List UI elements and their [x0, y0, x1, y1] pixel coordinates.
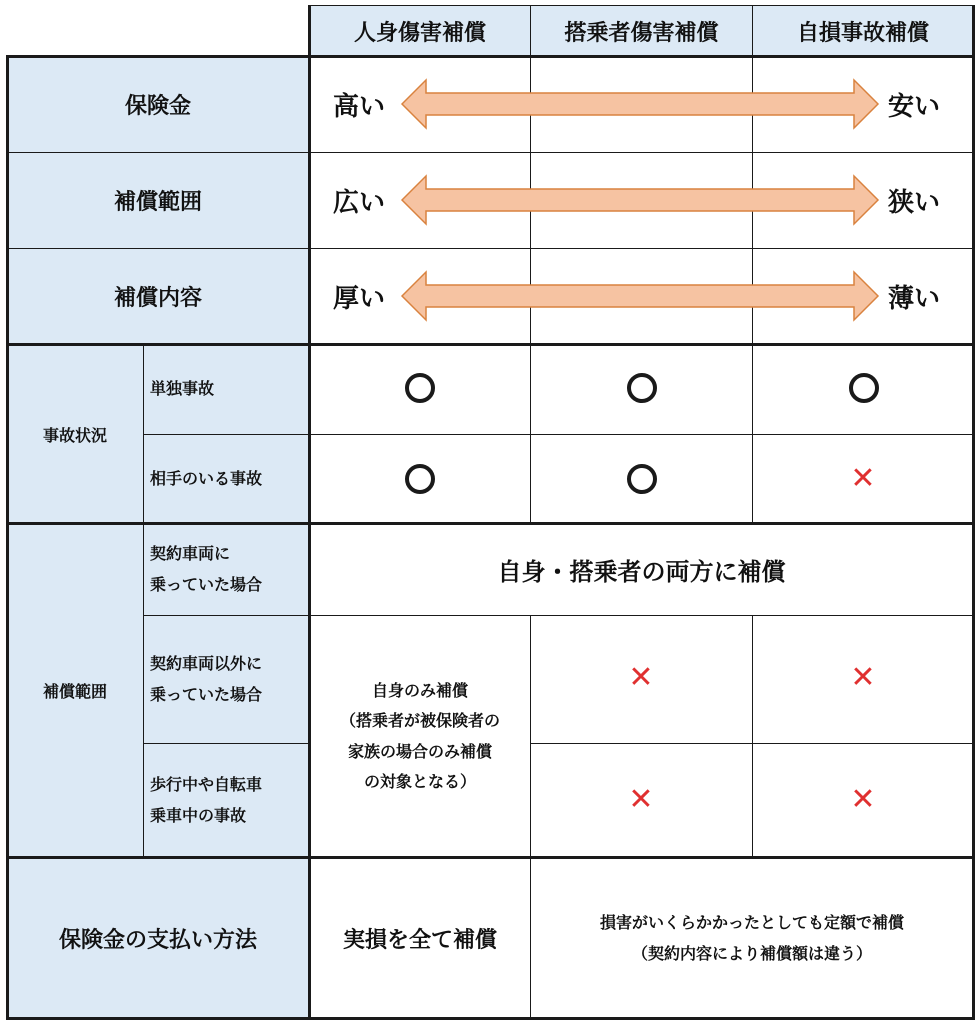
cell-shiharai-col1: 実損を全て補償 [309, 857, 531, 1020]
note-line3: 家族の場合のみ補償 [347, 741, 492, 761]
row-label-shiharai: 保険金の支払い方法 [6, 857, 310, 1020]
divider [972, 5, 975, 1020]
row-label-hokenkin: 保険金 [6, 56, 310, 153]
cross-mark-icon: ✕ [850, 660, 876, 695]
divider [6, 522, 974, 525]
cell-hosho-note-col1 [309, 615, 531, 858]
row-label-hokou-line1: 歩行中や自転車 [150, 775, 263, 795]
divider [6, 343, 974, 346]
header-col-tojosha: 搭乗者傷害補償 [530, 5, 753, 57]
hosho-naiyo-right-word: 薄い [888, 284, 941, 314]
row-label-tandoku: 単独事故 [143, 344, 310, 435]
note-line2: （搭乗者が被保険者の [339, 711, 500, 731]
note-line1: 自身のみ補償 [371, 680, 468, 700]
row-label-hokou-line2: 乗車中の事故 [150, 805, 247, 825]
circle-mark-icon [849, 373, 879, 403]
hokenkin-double-arrow [400, 78, 880, 130]
row-label-hokou [143, 743, 310, 858]
cell-shiharai-col23 [530, 857, 974, 1020]
hokenkin-right-word: 安い [888, 92, 941, 122]
circle-mark-icon [627, 373, 657, 403]
note-line4: の対象となる） [363, 771, 476, 791]
divider [6, 56, 9, 1020]
row-label-hosho-naiyo: 補償内容 [6, 248, 310, 345]
shiharai-note-line2: （契約内容により補償額は違う） [631, 943, 872, 963]
header-col-jinshin: 人身傷害補償 [309, 5, 531, 57]
row-label-keiyaku [143, 523, 310, 616]
cell-keiyaku-merged: 自身・搭乗者の両方に補償 [309, 523, 974, 616]
row-label-keiyaku-line2: 乗っていた場合 [150, 574, 263, 594]
header-col-jison: 自損事故補償 [752, 5, 974, 57]
hokenkin-left-word: 高い [333, 92, 386, 122]
divider [6, 55, 974, 58]
row-label-keiyaku-line1: 契約車両に [150, 544, 231, 564]
divider [6, 1017, 974, 1020]
row-label-aite: 相手のいる事故 [143, 434, 310, 524]
divider [308, 5, 311, 1020]
row-label-keiyaku-igai-line1: 契約車両以外に [150, 654, 263, 674]
row-label-hosho-hani2: 補償範囲 [6, 523, 144, 858]
row-label-keiyaku-igai-line2: 乗っていた場合 [150, 684, 263, 704]
hosho-hani-double-arrow [400, 174, 880, 226]
cross-mark-icon: ✕ [850, 782, 876, 817]
cross-mark-icon: ✕ [628, 660, 654, 695]
row-label-keiyaku-igai [143, 615, 310, 744]
shiharai-note-line1: 損害がいくらかかったとしても定額で補償 [599, 913, 904, 933]
hosho-naiyo-double-arrow [400, 270, 880, 322]
cross-mark-icon: ✕ [628, 782, 654, 817]
divider [6, 856, 974, 859]
hosho-naiyo-left-word: 厚い [333, 284, 386, 314]
row-label-hosho-hani: 補償範囲 [6, 152, 310, 249]
hosho-hani-left-word: 広い [333, 188, 386, 218]
cross-mark-icon: ✕ [850, 461, 876, 496]
circle-mark-icon [405, 373, 435, 403]
hosho-hani-right-word: 狭い [888, 188, 941, 218]
circle-mark-icon [405, 464, 435, 494]
row-label-jiko-jokyo: 事故状況 [6, 344, 144, 524]
circle-mark-icon [627, 464, 657, 494]
